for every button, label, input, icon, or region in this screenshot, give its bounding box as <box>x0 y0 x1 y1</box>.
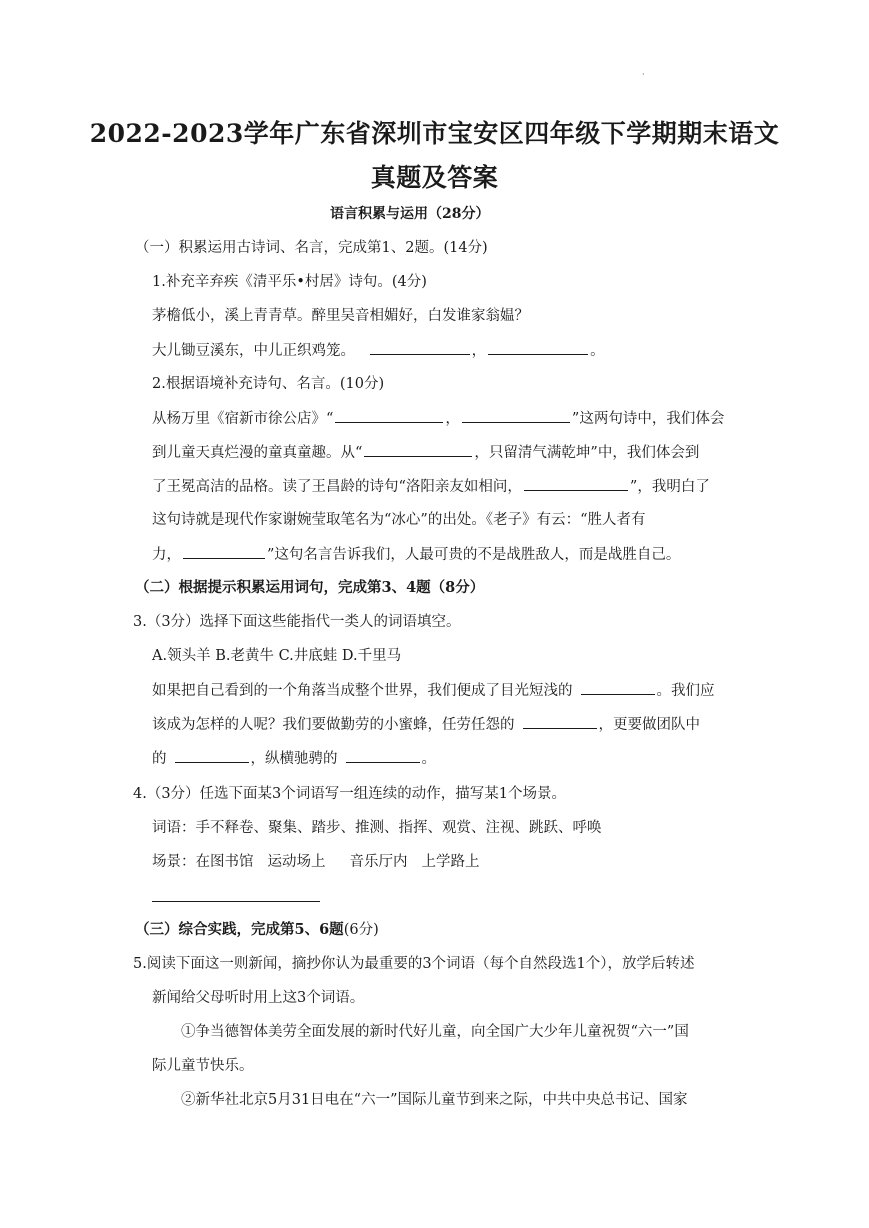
q3-blank-2[interactable] <box>523 714 597 729</box>
q3-line-1 <box>152 680 715 701</box>
q1-blank-2[interactable] <box>488 340 588 355</box>
q2-text: ，只留清气满乾坤”中，我们体会到 <box>474 445 700 461</box>
part2-heading: （二）根据提示积累运用词句，完成第3、4题（8分） <box>135 579 485 596</box>
section-heading: 语言积累与运用（28分） <box>330 206 490 222</box>
q3-blank-1[interactable] <box>581 680 655 695</box>
q5-line-1: 5.阅读下面这一则新闻，摘抄你认为最重要的3个词语（每个自然段选1个），放学后转述 <box>133 956 695 972</box>
q5-line-2: 新闻给父母听时用上这3个词语。 <box>152 990 365 1006</box>
q4-prompt: 4.（3分）任选下面某3个词语写一组连续的动作，描写某1个场景。 <box>133 786 567 802</box>
news-paragraph-1-line-2: 际儿童节快乐。 <box>152 1058 254 1074</box>
q2-line-5 <box>152 544 680 565</box>
q1-blank-1[interactable] <box>370 340 470 355</box>
q1-poem-line-2 <box>152 340 605 361</box>
period: 。 <box>590 343 605 359</box>
q3-text: 如果把自己看到的一个角落当成整个世界，我们便成了目光短浅的 <box>152 683 573 699</box>
q3-blank-4[interactable] <box>346 748 420 763</box>
q3-line-3 <box>152 748 436 769</box>
q2-text: 从杨万里《宿新市徐公店》“ <box>152 411 334 427</box>
q2-blank-4[interactable] <box>524 476 628 491</box>
comma: ， <box>471 343 487 359</box>
q2-text: 力， <box>152 547 181 563</box>
q2-text: ”这两句诗中，我们体会 <box>571 411 725 427</box>
q2-blank-1[interactable] <box>335 408 443 423</box>
news-paragraph-1-line-1: ①争当德智体美劳全面发展的新时代好儿童，向全国广大少年儿童祝贺“六一”国 <box>181 1024 689 1040</box>
q2-text: 了王冕高洁的品格。读了王昌龄的诗句“洛阳亲友如相问， <box>152 479 522 495</box>
q3-text: 该成为怎样的人呢？我们要做勤劳的小蜜蜂，任劳任怨的 <box>152 717 515 733</box>
part3-heading-text: （三）综合实践，完成第5、6题 <box>135 921 344 938</box>
q4-words: 词语：手不释卷、聚集、踏步、推测、指挥、观赏、注视、跳跃、呼唤 <box>152 820 602 836</box>
q2-line-1 <box>152 408 724 429</box>
period: 。 <box>421 751 436 767</box>
q1-prompt: 1.补充辛弃疾《清平乐•村居》诗句。(4分) <box>152 274 427 290</box>
q2-line-4: 这句诗就是现代作家谢婉莹取笔名为“冰心”的出处。《老子》有云：“胜人者有 <box>152 512 646 528</box>
q4-scene-2: 运动场上 <box>267 854 326 870</box>
q2-line-3 <box>152 476 710 497</box>
q3-text: ，更要做团队中 <box>598 717 700 733</box>
q3-line-2 <box>152 714 700 735</box>
q1-poem-line-1: 茅檐低小，溪上青青草。醉里吴音相媚好，白发谁家翁媪？ <box>152 308 529 324</box>
q3-blank-3[interactable] <box>175 748 249 763</box>
comma: ， <box>445 411 460 427</box>
q4-scene-3: 音乐厅内 <box>349 854 408 870</box>
q2-blank-3[interactable] <box>364 442 472 457</box>
part1-heading: （一）积累运用古诗词、名言，完成第1、2题。(14分) <box>135 240 488 256</box>
q4-scenes <box>152 852 480 872</box>
q2-text: 到儿童天真烂漫的童真童趣。从“ <box>152 445 363 461</box>
document-title-line-1: 2022-2023学年广东省深圳市宝安区四年级下学期期末语文 <box>89 119 780 148</box>
q3-options: A.领头羊 B.老黄牛 C.井底蛙 D.千里马 <box>152 648 402 664</box>
q2-line-2 <box>152 442 699 463</box>
q4-answer-line[interactable] <box>152 901 320 902</box>
q2-blank-5[interactable] <box>183 544 265 559</box>
q2-blank-2[interactable] <box>462 408 570 423</box>
part3-heading-score: (6分) <box>343 922 379 938</box>
q3-prompt: 3.（3分）选择下面这些能指代一类人的词语填空。 <box>133 614 461 630</box>
q2-text: ”这句名言告诉我们，人最可贵的不是战胜敌人，而是战胜自己。 <box>267 547 681 563</box>
q3-text: ，纵横驰骋的 <box>250 751 338 767</box>
news-paragraph-2-line-1: ②新华社北京5月31日电在“六一”国际儿童节到来之际，中共中央总书记、国家 <box>181 1092 688 1108</box>
q4-scene-4: 上学路上 <box>421 854 480 870</box>
q1-poem-text: 大儿锄豆溪东，中儿正织鸡笼。 <box>152 343 355 359</box>
q3-text: 的 <box>152 751 167 767</box>
document-title-line-2: 真题及答案 <box>370 163 499 192</box>
page-dot: · <box>642 70 645 79</box>
q2-text: ”，我明白了 <box>629 479 710 495</box>
q4-scene-1: 场景：在图书馆 <box>152 854 254 870</box>
q3-text: 。我们应 <box>656 683 715 699</box>
part3-heading <box>135 920 379 940</box>
q2-prompt: 2.根据语境补充诗句、名言。(10分) <box>152 376 385 392</box>
